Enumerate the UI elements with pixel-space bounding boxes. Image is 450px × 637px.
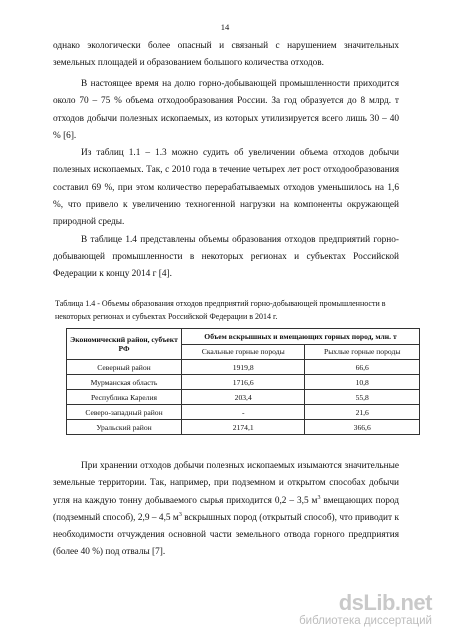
land-use-text-3: вскрышных пород (открытый способ), что приводит к необходимости отчуждения основной части земельного отвода горного предприятия (более 40 %) под отвалы [7]. bbox=[53, 512, 399, 558]
watermark bbox=[299, 592, 432, 628]
table-row bbox=[67, 420, 420, 435]
paragraph-land-use bbox=[53, 458, 399, 562]
table-header-row bbox=[67, 329, 420, 345]
text-section-2 bbox=[53, 458, 399, 562]
header-region: Экономический район, субъект РФ bbox=[67, 329, 182, 360]
paragraph-intro-text: однако экологически более опасный и связаный с нарушением значительных земельных площадей и образованием большого количества отходов. bbox=[53, 41, 399, 69]
paragraph-intro bbox=[53, 38, 399, 73]
paragraph-mining-share: В настоящее время на долю горно-добывающей промышленности приходится около 70 – 75 % объема отходообразования России. За год образуется до 8 млрд. т отходов добычи полезных ископаемых, из которых утилизируется всего лишь 30 – 40 % [6]. bbox=[53, 79, 399, 141]
table-caption: Таблица 1.4 - Объемы образования отходов предприятий горно-добывающей промышленности в некоторых регионах и субъектах Российской Федерации в 2014 г. bbox=[55, 299, 386, 321]
table-row bbox=[67, 360, 420, 375]
cell-rock: 203,4 bbox=[182, 390, 305, 405]
text-section-1 bbox=[53, 76, 399, 284]
cell-rock: - bbox=[182, 405, 305, 420]
land-use-text-2: вмещающих пород (подземный способ), 2,9 – 4,5 м bbox=[53, 495, 399, 523]
watermark-tagline: библиотека диссертаций bbox=[299, 615, 432, 627]
cell-loose: 55,8 bbox=[305, 390, 420, 405]
land-use-text-1: При хранении отходов добычи полезных ископаемых изымаются значительные земельные территории. Так, например, при подземном и открытом способах добычи угля на каждую тонну добываемого сырья приходится 0,2 – 3,5 м bbox=[53, 461, 399, 506]
paragraph-tables-summary: Из таблиц 1.1 – 1.3 можно судить об увеличении объема отходов добычи полезных ископаемых. Так, с 2010 года в течение четырех лет рост отходообразования составил 69 %, при этом количество перерабатываемых отходов уменьшилось на 1,6 %, что привело к увеличению техногенной нагрузки на компоненты окружающей природной среды. bbox=[53, 148, 399, 228]
table-row bbox=[67, 375, 420, 390]
watermark-logo: dsLib.net bbox=[338, 590, 432, 615]
waste-volume-table bbox=[66, 328, 420, 435]
cell-loose: 66,6 bbox=[305, 360, 420, 375]
header-rock: Скальные горные породы bbox=[182, 344, 305, 360]
cell-rock: 2174,1 bbox=[182, 420, 305, 435]
cell-loose: 366,6 bbox=[305, 420, 420, 435]
header-volume-group: Объем вскрышных и вмещающих горных пород, млн. т bbox=[182, 329, 420, 345]
cell-region: Республика Карелия bbox=[67, 390, 182, 405]
cell-rock: 1716,6 bbox=[182, 375, 305, 390]
cell-region: Уральский район bbox=[67, 420, 182, 435]
superscript-cubic-2: 3 bbox=[178, 511, 182, 518]
table-row bbox=[67, 390, 420, 405]
page-number: 14 bbox=[220, 22, 230, 32]
cell-loose: 10,8 bbox=[305, 375, 420, 390]
cell-region: Северный район bbox=[67, 360, 182, 375]
superscript-cubic-1: 3 bbox=[317, 494, 321, 501]
cell-rock: 1919,8 bbox=[182, 360, 305, 375]
paragraph-table-intro: В таблице 1.4 представлены объемы образования отходов предприятий горно-добывающей промышленности в некоторых регионах и субъектах Российской Федерации к концу 2014 г [4]. bbox=[53, 234, 399, 280]
cell-loose: 21,6 bbox=[305, 405, 420, 420]
table-row bbox=[67, 405, 420, 420]
header-loose: Рыхлые горные породы bbox=[305, 344, 420, 360]
cell-region: Северо-западный район bbox=[67, 405, 182, 420]
cell-region: Мурманская область bbox=[67, 375, 182, 390]
